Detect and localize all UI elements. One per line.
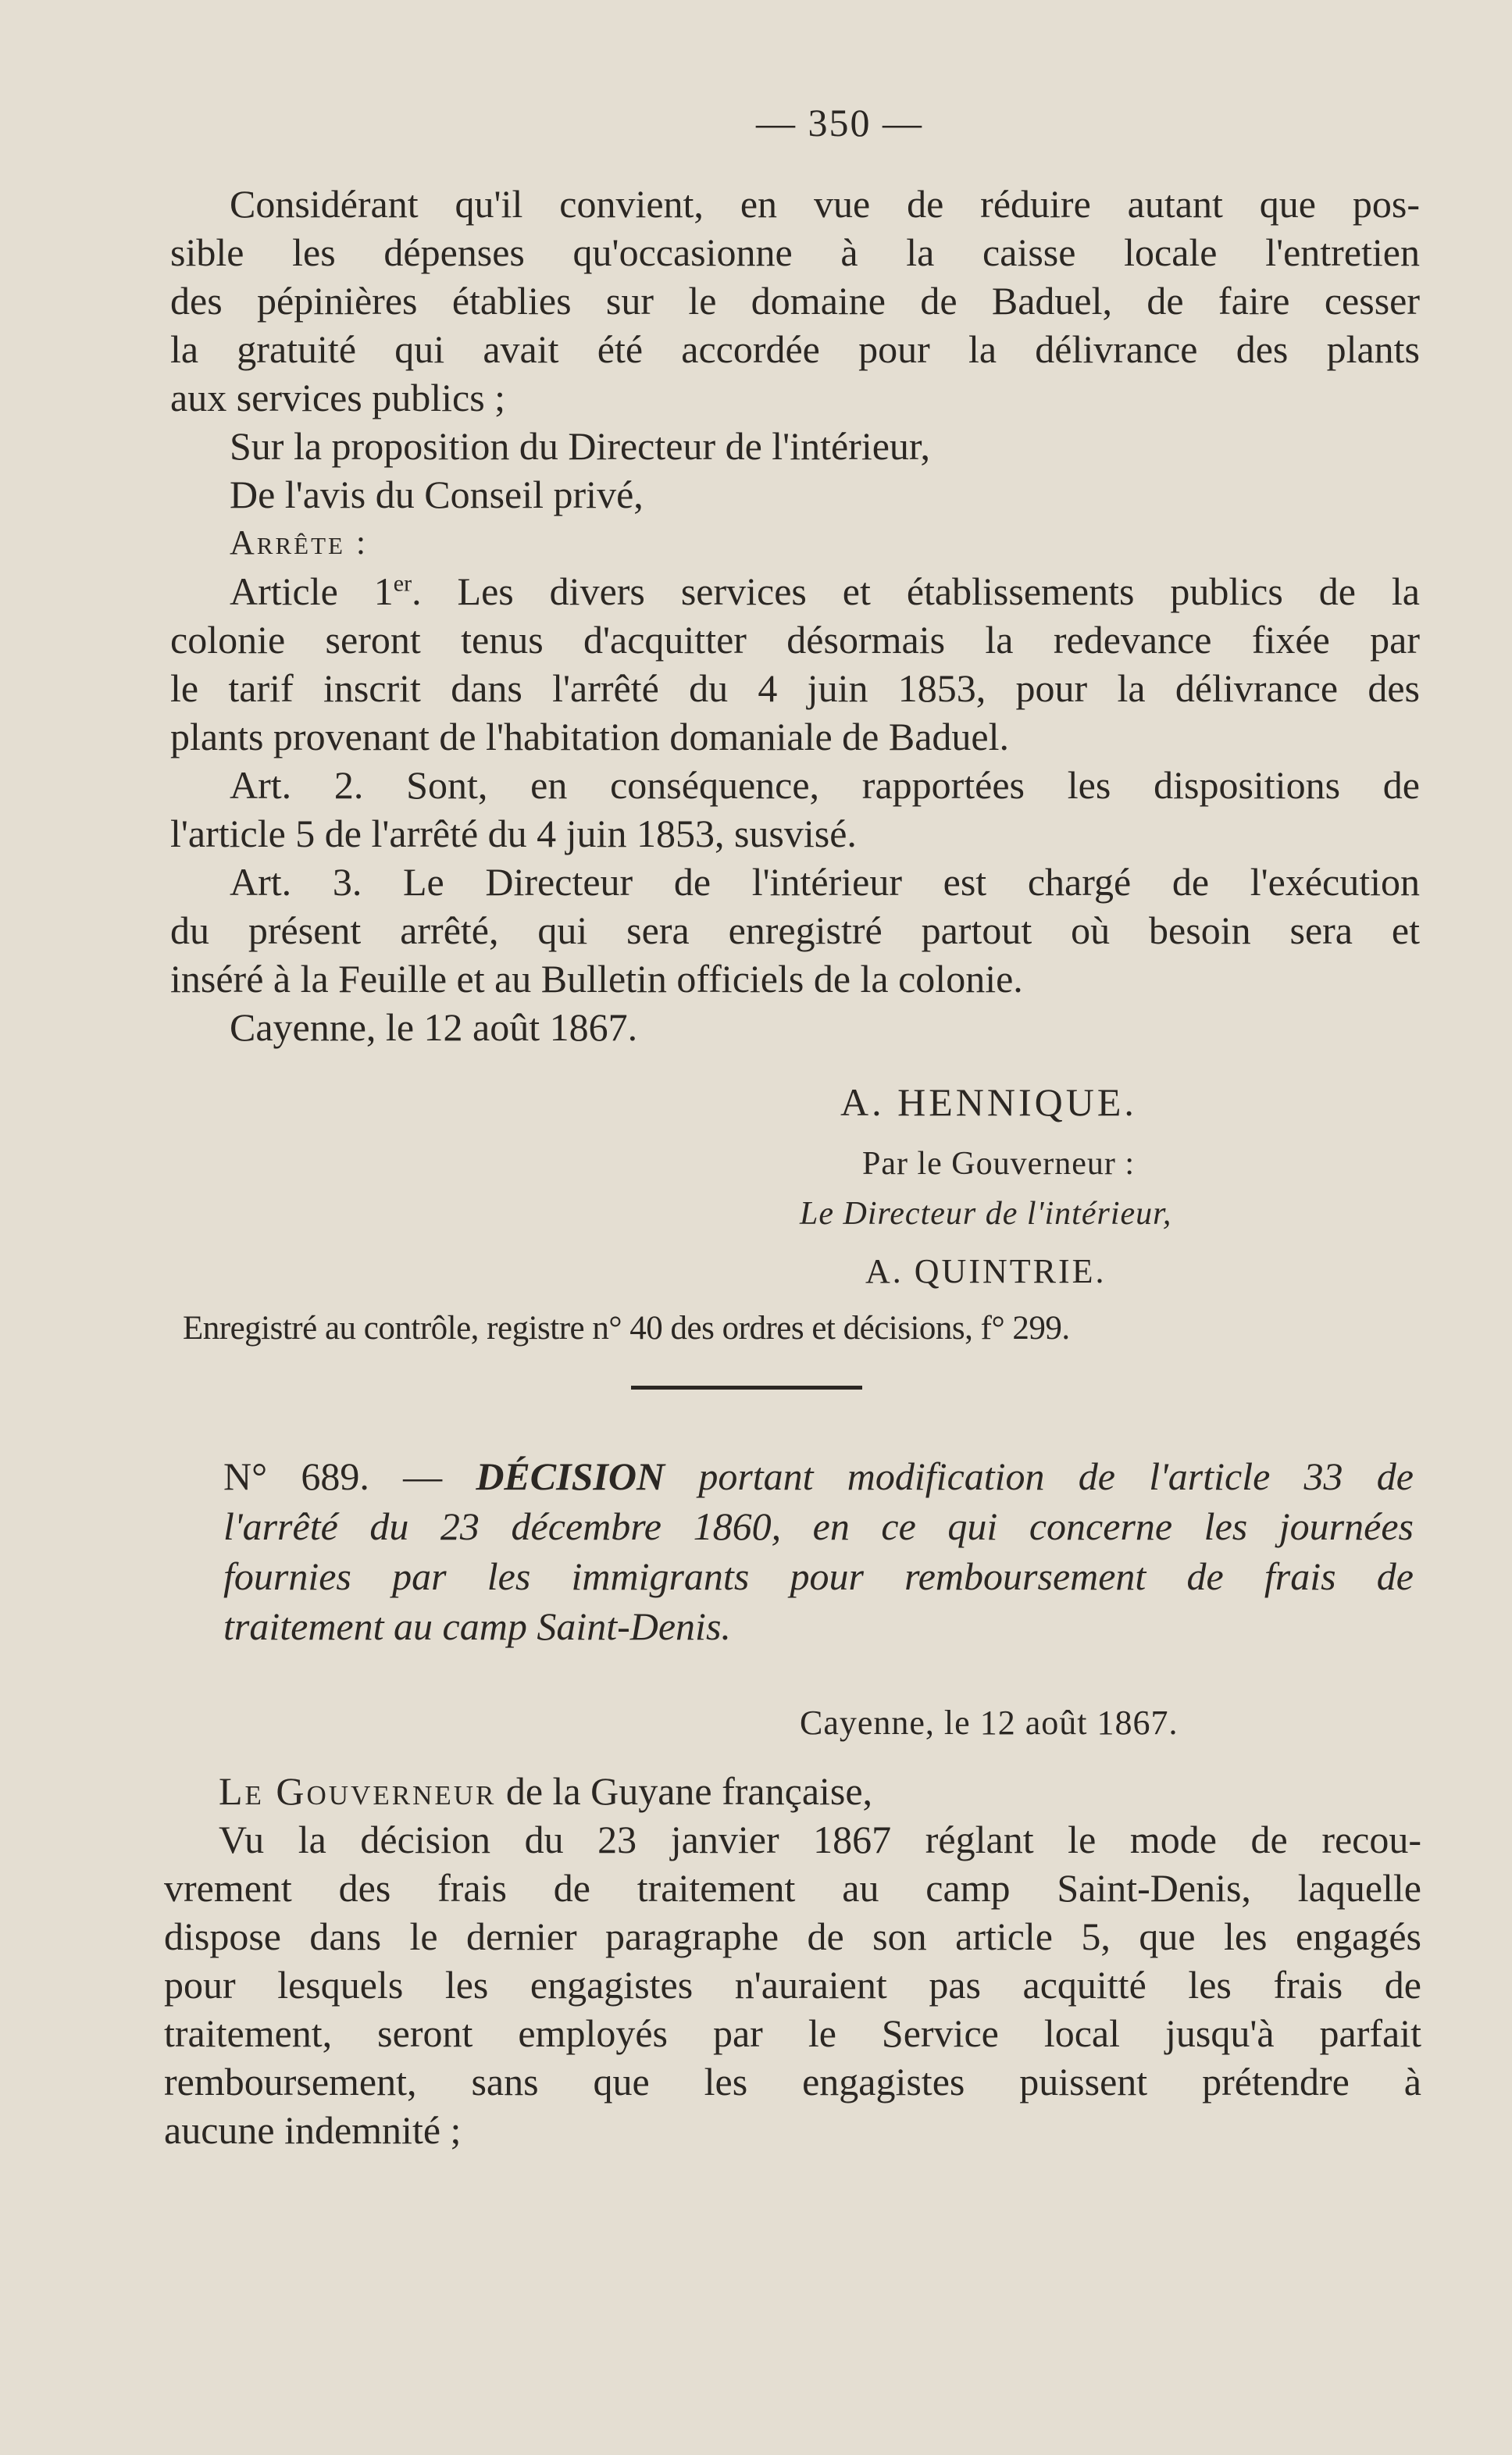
text-line: le tarif inscrit dans l'arrêté du 4 juin 1853, pour la délivrance des (170, 666, 1420, 710)
section-divider (631, 1386, 862, 1390)
text-line: vrement des frais de traitement au camp Saint-Denis, laquelle (164, 1866, 1421, 1910)
text-line: sible les dépenses qu'occasionne à la caisse locale l'entretien (170, 230, 1420, 274)
text-line: Considérant qu'il convient, en vue de réduire autant que pos- (230, 182, 1420, 226)
governor-title: Le Gouverneur (219, 1769, 497, 1813)
text-line: l'article 5 de l'arrêté du 4 juin 1853, susvisé. (170, 812, 857, 855)
director-signature: A. QUINTRIE. (865, 1252, 1107, 1290)
arrete-heading: Arrête : (230, 523, 369, 562)
text-line: Vu la décision du 23 janvier 1867 réglant le mode de recou- (219, 1818, 1421, 1861)
text-line: dispose dans le dernier paragraphe de son article 5, que les engagés (164, 1914, 1421, 1958)
decision-number: N° 689. — (223, 1454, 476, 1498)
article-1-superscript: er (393, 570, 412, 597)
governor-signature: A. HENNIQUE. (840, 1080, 1137, 1124)
text-line: du présent arrêté, qui sera enregistré partout où besoin sera et (170, 908, 1420, 952)
decision-title-line: fournies par les immigrants pour remboursement de frais de (223, 1554, 1414, 1598)
text-line: colonie seront tenus d'acquitter désormais la redevance fixée par (170, 618, 1420, 662)
decision-title (223, 1451, 1414, 1651)
text-line: la gratuité qui avait été accordée pour la délivrance des plants (170, 327, 1420, 371)
page-number: — 350 — (756, 101, 923, 145)
text-line: inséré à la Feuille et au Bulletin officiels de la colonie. (170, 957, 1023, 1001)
text-line: traitement, seront employés par le Service local jusqu'à parfait (164, 2011, 1421, 2055)
director-title: Le Directeur de l'intérieur, (800, 1196, 1172, 1232)
proposition-line: Sur la proposition du Directeur de l'intérieur, (230, 424, 931, 468)
text-line: pour lesquels les engagistes n'auraient pas acquitté les frais de (164, 1963, 1421, 2007)
decision-title-line: traitement au camp Saint-Denis. (223, 1604, 731, 1648)
decision-title-text: portant modification de l'article 33 de (665, 1454, 1414, 1498)
avis-line: De l'avis du Conseil privé, (230, 473, 644, 516)
governor-line (164, 1767, 1421, 1815)
date-line: Cayenne, le 12 août 1867. (230, 1005, 638, 1049)
article-1-line (170, 567, 1420, 616)
decision-keyword: DÉCISION (476, 1454, 665, 1498)
text-line: des pépinières établies sur le domaine de Baduel, de faire cesser (170, 279, 1420, 323)
decision-title-line (223, 1451, 1414, 1501)
par-le-gouverneur: Par le Gouverneur : (862, 1146, 1136, 1182)
text-line: plants provenant de l'habitation domaniale de Baduel. (170, 715, 1009, 758)
article-3-line: Art. 3. Le Directeur de l'intérieur est chargé de l'exécution (230, 860, 1420, 904)
text-line: aux services publics ; (170, 376, 506, 419)
text-line: remboursement, sans que les engagistes puissent prétendre à (164, 2060, 1421, 2104)
text-line: aucune indemnité ; (164, 2108, 462, 2152)
article-1-label: Article 1 (230, 569, 394, 613)
article-1-text: . Les divers services et établissements publics de la (412, 569, 1420, 613)
considerant-paragraph (170, 180, 1420, 1051)
governor-rest: de la Guyane française, (496, 1769, 873, 1813)
decision-title-line: l'arrêté du 23 décembre 1860, en ce qui concerne les journées (223, 1504, 1414, 1548)
decision-date: Cayenne, le 12 août 1867. (800, 1704, 1179, 1742)
governor-paragraph (164, 1767, 1421, 2154)
article-2-line: Art. 2. Sont, en conséquence, rapportées les dispositions de (230, 763, 1420, 807)
registry-note: Enregistré au contrôle, registre n° 40 des ordres et décisions, f° 299. (183, 1310, 1070, 1347)
